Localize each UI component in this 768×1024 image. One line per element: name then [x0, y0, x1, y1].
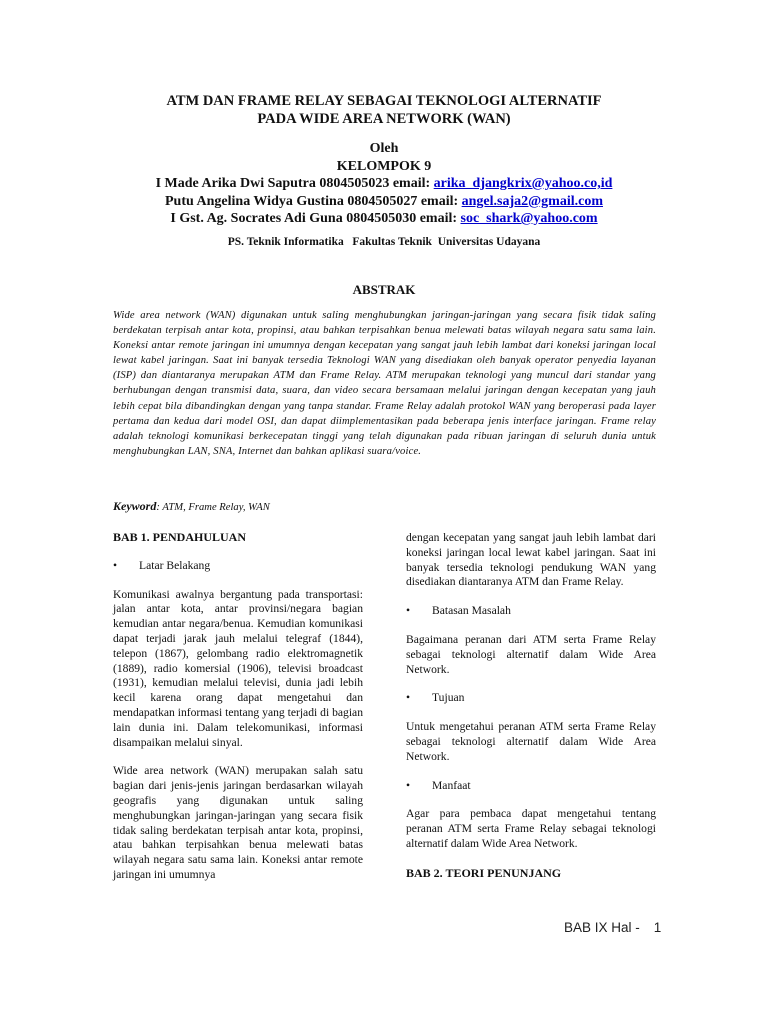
section-heading: BAB 2. TEORI PENUNJANG [406, 865, 562, 880]
bullet-icon: • [406, 778, 411, 792]
bullet-item [113, 559, 363, 574]
author-email-link[interactable]: angel.saja2@gmail.com [461, 193, 603, 209]
paragraph: Bagaimana peranan dari ATM serta Frame Relay sebagai teknologi alternatif dalam Wide Area Network. [406, 632, 656, 676]
author-line [0, 193, 768, 211]
title-line-2: PADA WIDE AREA NETWORK (WAN) [257, 111, 511, 127]
author-line [0, 210, 768, 228]
bullet-icon: • [406, 691, 411, 705]
author-name: Putu Angelina Widya Gustina 0804505027 email: [165, 193, 459, 209]
left-column [113, 530, 363, 897]
footer-label: BAB IX Hal - [564, 920, 640, 935]
keywords [113, 499, 270, 514]
paragraph: Wide area network (WAN) merupakan salah satu bagian dari jenis-jenis jaringan berdasarkan wilayah geografis yang digunakan untuk saling menghubungkan jaringan-jaringan yang secara fisik tidak saling berdekatan terpisah antar kota, propinsi, atau bahkan terpisahkan benua melewati batas wilayah negara satu sama lain. Koneksi antar remote jaringan ini umumnya [113, 764, 363, 881]
abstract-text: Wide area network (WAN) digunakan untuk saling menghubungkan jaringan-jaringan yang secara fisik tidak saling berdekatan terpisah antar kota, propinsi, atau bahkan terpisahkan benua melewati batas wilayah negara satu sama lain. Koneksi antar remote jaringan ini umumnya dengan kecepatan yang sangat jauh lebih lambat dari koneksi jaringan local lewat kabel jaringan. Saat ini banyak tersedia Teknologi WAN yang disediakan oleh banyak operator penyedia layanan (ISP) dan diantaranya merupakan ATM dan Frame Relay. ATM merupakan teknologi yang muncul dari standar yang berhubungan dengan transmisi data, suara, dan video secara bersamaan melalui jaringan dengan kecepatan yang jauh lebih cepat bila dibandingkan dengan yang tanpa standar. Frame Relay adalah protokol WAN yang beroperasi pada layer pertama dan kedua dari model OSI, dan dapat diimplementasikan pada beberapa jenis interface jaringan. Frame relay adalah teknologi komunikasi berkecepatan tinggi yang telah digunakan pada ribuan jaringan di seluruh dunia untuk menghubungkan LAN, SNA, Internet dan bahkan aplikasi suara/voice. [113, 310, 656, 457]
paragraph: dengan kecepatan yang sangat jauh lebih lambat dari koneksi jaringan local lewat kabel jaringan. Saat ini banyak tersedia teknologi pendukung WAN yang disediakan diantaranya ATM dan Frame Relay. [406, 531, 656, 589]
paragraph: Untuk mengetahui peranan ATM serta Frame Relay sebagai teknologi alternatif dalam Wide Area Network. [406, 720, 656, 763]
paragraph: Komunikasi awalnya bergantung pada transportasi: jalan antar kota, antar provinsi/negara bagian kemudian antar negara/benua. Kemudian komunikasi dapat terjadi jarak jauh melalui telegraf (1844), telepon (1867), gelombang radio elektromagnetik (1889), radio komersial (1906), televisi broadcast (1931), kemudian melalui televisi, dunia jadi lebih kecil karena orang dapat mengetahui dan mendapatkan informasi tentang yang terjadi di bagian lain dunia ini. Dalam telekomunikasi, informasi disampaikan melalui sinyal. [113, 587, 363, 749]
author-name: I Gst. Ag. Socrates Adi Guna 0804505030 email: [170, 211, 458, 226]
bullet-icon: • [113, 558, 118, 572]
bullet-label: Batasan Masalah [432, 604, 511, 618]
abstract-heading: ABSTRAK [352, 282, 416, 297]
page-footer [564, 920, 661, 935]
author-line [0, 175, 768, 193]
bullet-item [406, 691, 656, 706]
paragraph: Agar para pembaca dapat mengetahui tentang peranan ATM serta Frame Relay sebagai teknologi alternatif dalam Wide Area Network. [406, 807, 656, 850]
group-label: KELOMPOK 9 [336, 158, 432, 174]
right-column [406, 531, 656, 895]
affiliation: PS. Teknik Informatika Fakultas Teknik Universitas Udayana [227, 236, 541, 248]
author-block [0, 140, 768, 228]
keyword-list: : ATM, Frame Relay, WAN [156, 502, 270, 513]
bullet-label: Latar Belakang [139, 558, 211, 572]
page-number: 1 [653, 920, 662, 935]
oleh-label: Oleh [369, 141, 399, 156]
keyword-label: Keyword [113, 499, 157, 513]
paper-title [0, 92, 768, 128]
author-email-link[interactable]: arika_djangkrix@yahoo.co,id [433, 176, 613, 191]
title-line-1: ATM DAN FRAME RELAY SEBAGAI TEKNOLOGI ALTERNATIF [166, 93, 602, 109]
bullet-label: Tujuan [432, 691, 465, 705]
author-name: I Made Arika Dwi Saputra 0804505023 email: [155, 176, 431, 191]
bullet-item [406, 604, 656, 619]
author-email-link[interactable]: soc_shark@yahoo.com [460, 211, 598, 226]
bullet-icon: • [406, 604, 411, 618]
section-heading: BAB 1. PENDAHULUAN [113, 530, 247, 544]
bullet-label: Manfaat [432, 778, 471, 792]
bullet-item [406, 779, 656, 794]
